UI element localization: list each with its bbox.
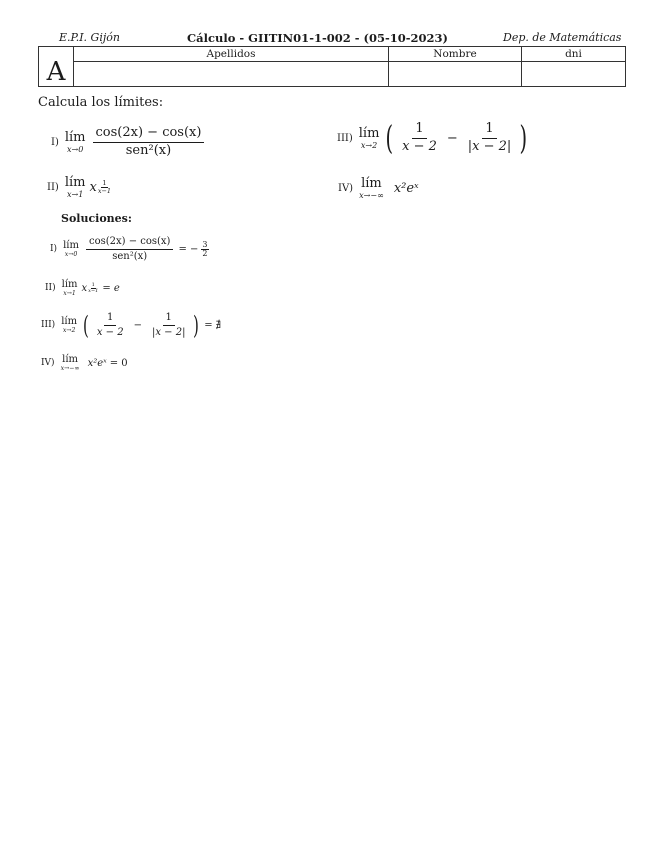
surname-field[interactable] [74,62,389,87]
limit-operator: lím x→1 [64,175,86,199]
name-column-header: Nombre [389,47,522,62]
solution-label: I) [50,244,58,254]
problem-4: IV) lím x→−∞ x²eˣ [338,176,419,200]
problem-label: III) [337,132,353,144]
limit-operator: lím x→2 [61,315,78,334]
limit-operator: lím x→1 [61,279,78,297]
fraction: $\frac{\cos(2x) - \cos(x)}{\text{sen²(x)}}$ [93,126,205,159]
solutions-heading: Soluciones: [61,212,132,225]
fraction: $\frac{1}{x - 2}$ [402,121,437,154]
problem-1 [51,126,207,159]
solution-label: III) [41,320,56,330]
school-name: E.P.I. Gijón [59,31,120,44]
solution-label: IV) [41,358,55,369]
solution-3: III) lím x→2 ( $\frac{1}{x - 2}$ − $\frac{1}{|x - 2|}$ ) = ∄ [41,310,222,340]
limit-operator: lím x→2 [358,126,380,151]
limit-operator: lím x→0 [64,130,86,155]
limit-operator: lím x→0 [63,239,79,258]
result-fraction: $\frac{3}{2}$ [202,239,208,258]
dni-field[interactable] [522,62,626,87]
limit-operator: lím x→−∞ [60,354,80,372]
exam-title: Cálculo - GIITIN01-1-002 - (05-10-2023) [187,31,448,45]
solution-2: II) lím x→1 x $\frac{1}{x-1}$ = e [45,279,120,297]
problem-2: II) lím x→1 x 1 x−1 [47,175,112,199]
surname-column-header: Apellidos [74,47,389,62]
exam-model-letter: A [39,47,74,87]
student-id-box [38,46,626,87]
solution-4: IV) lím x→−∞ x²eˣ = 0 [41,354,128,372]
problem-label: IV) [338,182,354,194]
limit-operator: lím x→−∞ [359,176,384,200]
fraction: $\frac{1}{x - 2}$ [96,312,124,338]
fraction: $\frac{1}{|x - 2|}$ [467,121,512,154]
solution-1: I) lím x→0 $\frac{\cos(2x) - \cos(x)}{\text{sen²(x)}}$ = − $\frac{3}{2}$ [50,236,208,262]
solution-label: II) [45,283,56,294]
problem-label: I) [51,136,59,148]
problem-label: II) [47,181,59,193]
problem-3: III) lím x→2 ( $\frac{1}{x - 2}$ − $\frac{1}{|x - 2|}$ ) [337,119,528,158]
fraction: $\frac{\cos(2x) - \cos(x)}{\text{sen²(x)}}$ [86,236,174,262]
exponent-fraction: 1 x−1 [97,179,112,195]
fraction: $\frac{1}{|x - 2|}$ [151,312,186,338]
exponent-fraction: $\frac{1}{x-1}$ [88,281,99,294]
dni-column-header: dni [522,47,626,62]
department-name: Dep. de Matemáticas [503,31,622,44]
instruction-text: Calcula los límites: [38,95,164,110]
name-field[interactable] [389,62,522,87]
